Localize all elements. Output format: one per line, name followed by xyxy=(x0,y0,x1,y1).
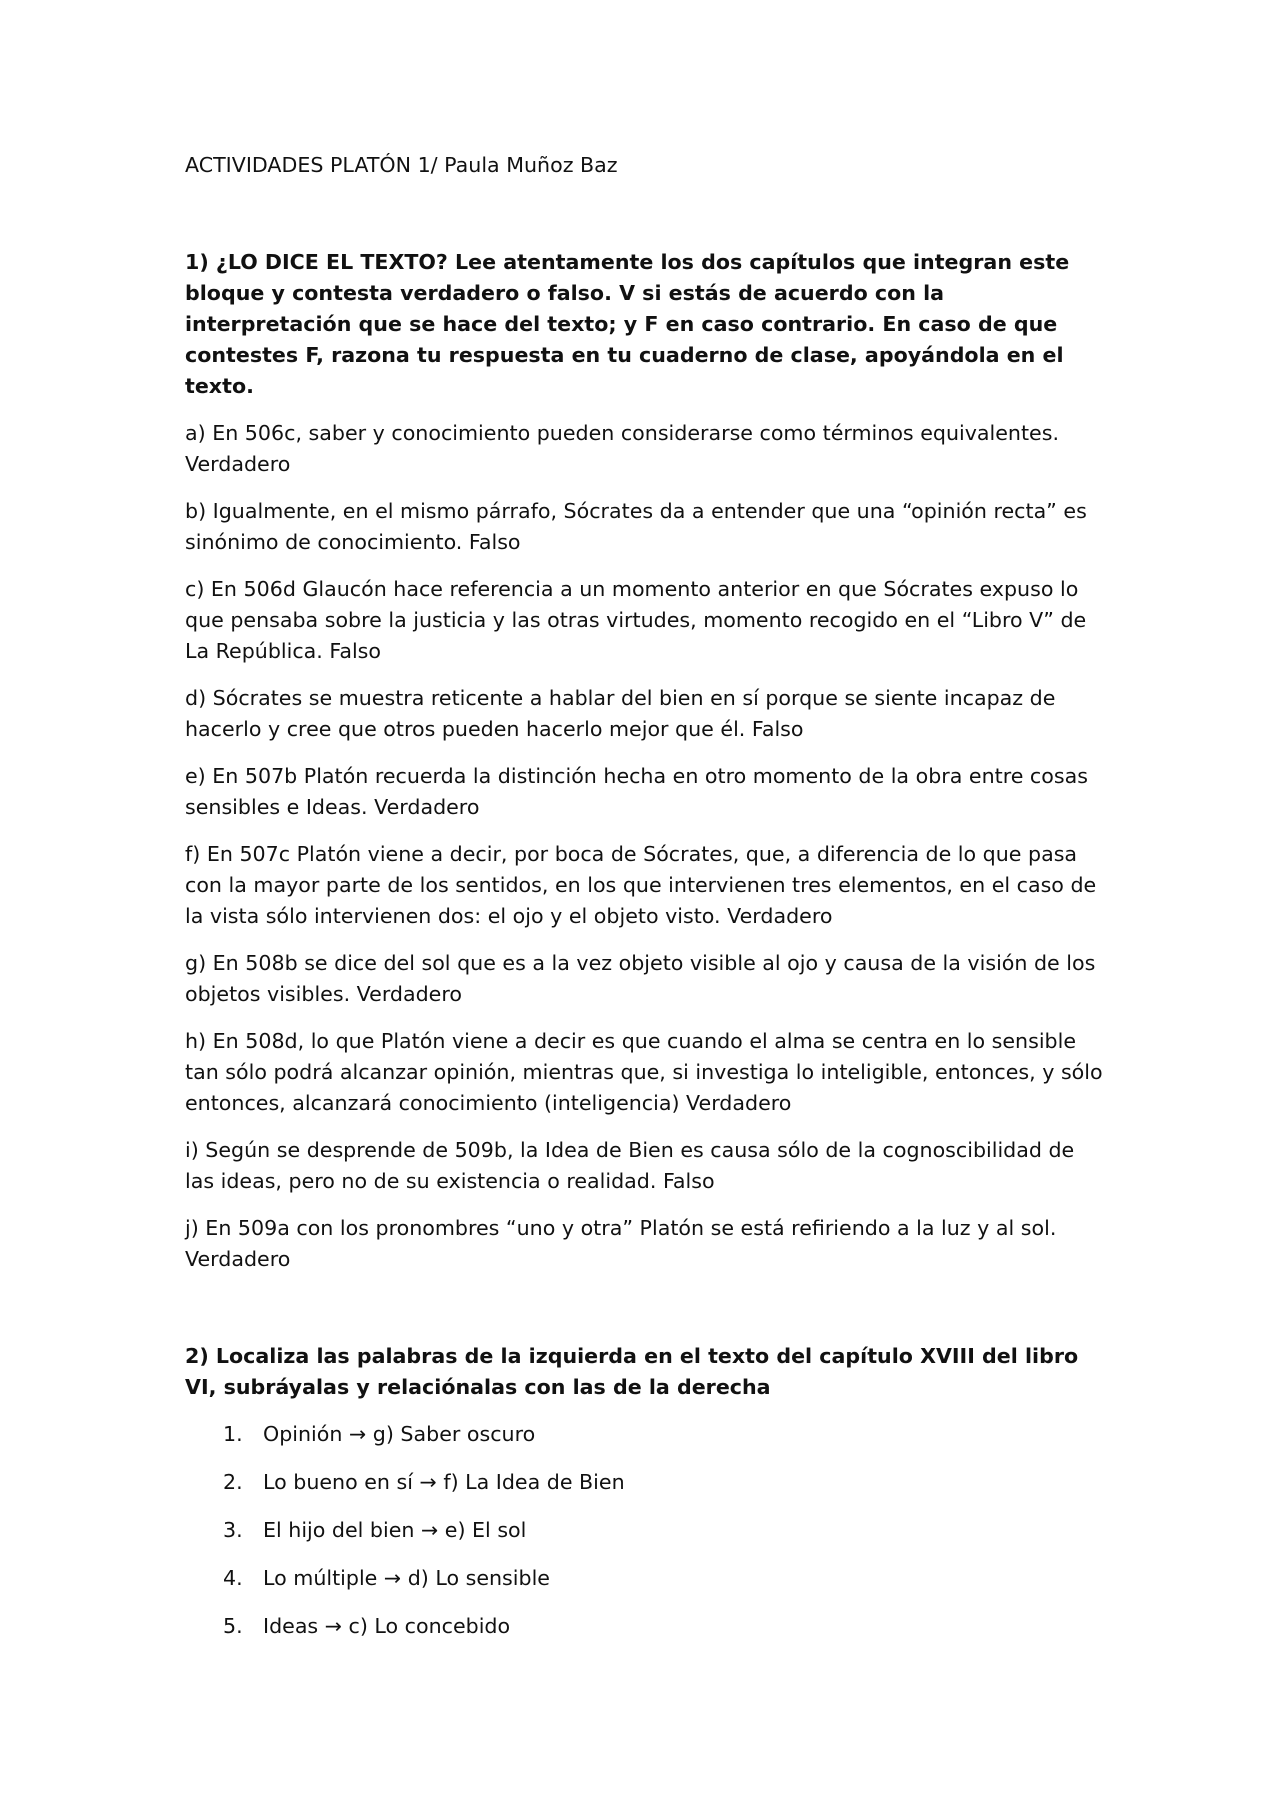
list-number: 3. xyxy=(223,1518,243,1542)
match-text: Opinión → g) Saber oscuro xyxy=(263,1422,536,1446)
match-item xyxy=(223,1515,1105,1546)
match-item xyxy=(223,1563,1105,1594)
list-number: 1. xyxy=(223,1422,243,1446)
question-2-heading: 2) Localiza las palabras de la izquierda en el texto del capítulo XVIII del libro VI, subráyalas y relaciónalas con las de la derecha xyxy=(185,1344,1079,1399)
answer-item-g: g) En 508b se dice del sol que es a la vez objeto visible al ojo y causa de la visión de los objetos visibles. Verdadero xyxy=(185,951,1096,1006)
answer-item-h: h) En 508d, lo que Platón viene a decir es que cuando el alma se centra en lo sensible tan sólo podrá alcanzar opinión, mientras que, si investiga lo inteligible, entonces, y sólo entonces, alcanzará conocimiento (inteligencia) Verdadero xyxy=(185,1029,1103,1115)
answer-item-e: e) En 507b Platón recuerda la distinción hecha en otro momento de la obra entre cosas sensibles e Ideas. Verdadero xyxy=(185,764,1088,819)
answer-item-i: i) Según se desprende de 509b, la Idea de Bien es causa sólo de la cognoscibilidad de las ideas, pero no de su existencia o realidad. Falso xyxy=(185,1138,1075,1193)
answer-item-a: a) En 506c, saber y conocimiento pueden considerarse como términos equivalentes. Verdadero xyxy=(185,421,1059,476)
section-2 xyxy=(185,1341,1105,1642)
match-list xyxy=(185,1419,1105,1642)
match-item xyxy=(223,1611,1105,1642)
answer-item-d: d) Sócrates se muestra reticente a hablar del bien en sí porque se siente incapaz de hacerlo y cree que otros pueden hacerlo mejor que él. Falso xyxy=(185,686,1056,741)
list-number: 2. xyxy=(223,1470,243,1494)
match-text: Ideas → c) Lo concebido xyxy=(263,1614,511,1638)
section-1 xyxy=(185,247,1105,1275)
list-number: 5. xyxy=(223,1614,243,1638)
match-text: Lo múltiple → d) Lo sensible xyxy=(263,1566,550,1590)
document-title: ACTIVIDADES PLATÓN 1/ Paula Muñoz Baz xyxy=(185,153,618,177)
answer-item-c: c) En 506d Glaucón hace referencia a un momento anterior en que Sócrates expuso lo que pensaba sobre la justicia y las otras virtudes, momento recogido en el “Libro V” de La República. Falso xyxy=(185,577,1087,663)
match-text: Lo bueno en sí → f) La Idea de Bien xyxy=(263,1470,625,1494)
match-item xyxy=(223,1467,1105,1498)
list-number: 4. xyxy=(223,1566,243,1590)
match-text: El hijo del bien → e) El sol xyxy=(263,1518,527,1542)
answer-item-b: b) Igualmente, en el mismo párrafo, Sócrates da a entender que una “opinión recta” es sinónimo de conocimiento. Falso xyxy=(185,499,1087,554)
question-1-heading: 1) ¿LO DICE EL TEXTO? Lee atentamente los dos capítulos que integran este bloque y contesta verdadero o falso. V si estás de acuerdo con la interpretación que se hace del texto; y F en caso contrario. En caso de que contestes F, razona tu respuesta en tu cuaderno de clase, apoyándola en el texto. xyxy=(185,250,1070,398)
match-item xyxy=(223,1419,1105,1450)
answer-item-j: j) En 509a con los pronombres “uno y otra” Platón se está refiriendo a la luz y al sol. Verdadero xyxy=(185,1216,1057,1271)
answer-item-f: f) En 507c Platón viene a decir, por boca de Sócrates, que, a diferencia de lo que pasa con la mayor parte de los sentidos, en los que intervienen tres elementos, en el caso de la vista sólo intervienen dos: el ojo y el objeto visto. Verdadero xyxy=(185,842,1097,928)
document-body xyxy=(185,150,1105,1659)
